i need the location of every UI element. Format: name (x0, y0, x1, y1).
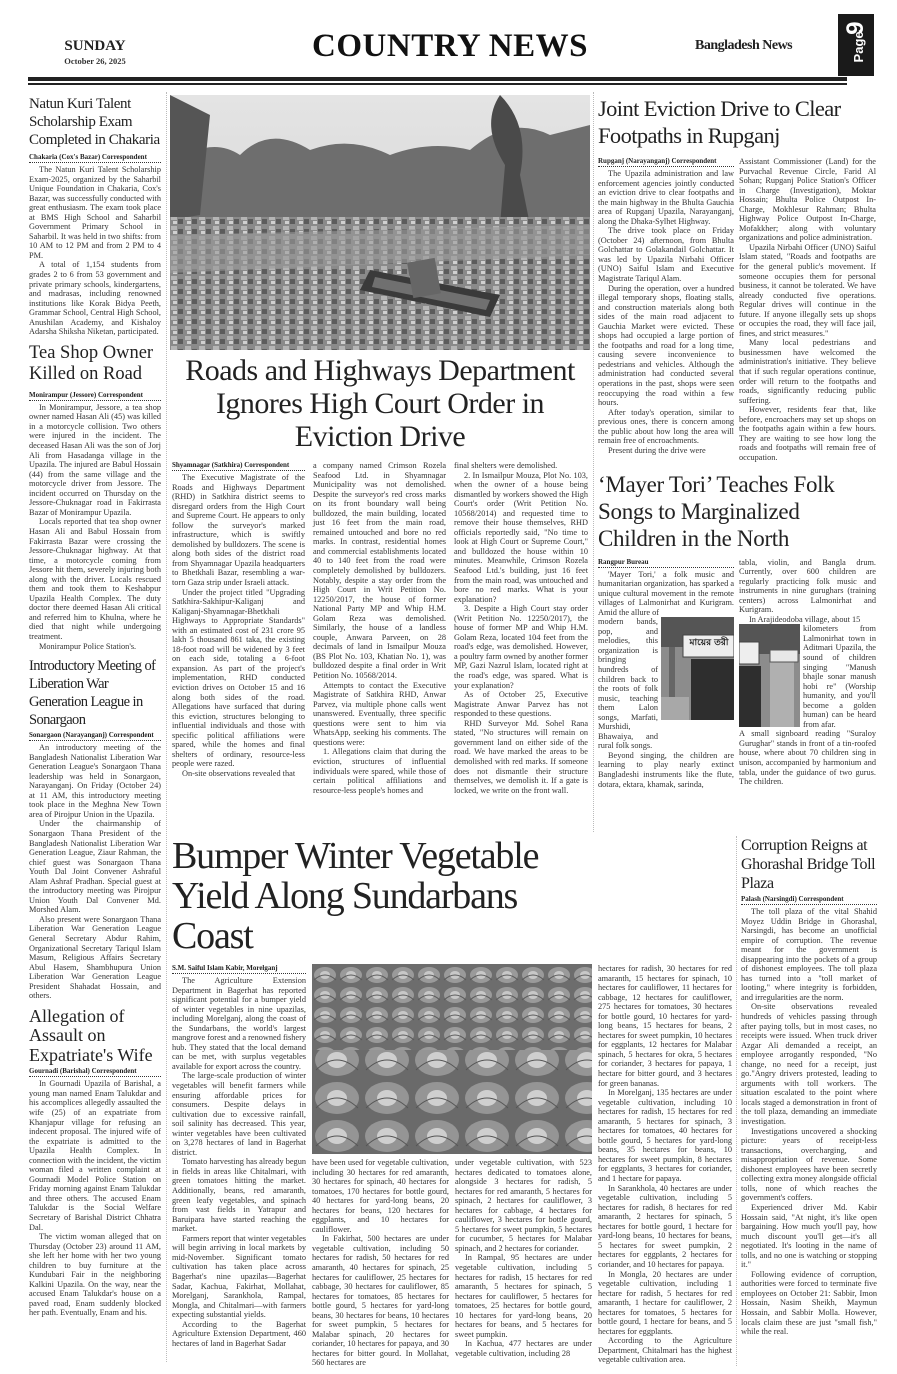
byline: Chakaria (Cox's Bazar) Correspondent (29, 153, 161, 163)
article-vegetable (172, 836, 732, 1368)
article-vegetable-col2 (312, 1158, 449, 1368)
signboard-text: মায়ের তরী (689, 638, 729, 649)
masthead-date: October 26, 2025 (64, 56, 126, 66)
paragraph: On-site observations revealed hundreds of vehicles passing through after paying tolls, but in most cases, no receipts were issued. When truck driver Azgar Ali demanded a receipt, an employee arrogantly responded, "No change, no need for a receipt, just go."Angry drivers protested, leading to arguments with toll workers. The situation escalated to the point where locals staged a demonstration in front of the toll plaza, demanding an immediate investigation. (741, 1002, 877, 1127)
paragraph: tabla, violin, and Bangla drum. Currently, over 600 children are regularly practicing folk music and instruments in nine gurughars (training centers) across Lalmonirhat and Kurigram. (739, 557, 876, 615)
paragraph: Locals reported that tea shop owner Hasan Ali and Babul Hossain from Fakirrasta Bazar were crossing the Jessore-Chuknagar highway. At that time, a motorcycle coming from Jessore hit them, severely injuring both along with the driver. Locals rescued them and took them to Keshabpur Upazila Health Complex. The duty doctor there deemed Hasan Ali critical and referred him to Khulna, where he died that night while undergoing treatment. (29, 517, 161, 641)
byline: Shyamnagar (Satkhira) Correspondent (172, 461, 305, 471)
article-vegetable-col1 (172, 964, 306, 1348)
paragraph: An introductory meeting of the Bangladesh Nationalist Liberation War Generation League's Sonargaon Thana leadership was held in Sonargaon, Narayanganj. On Friday (October 24) at 11 AM, this introductory meeting took place in the Meghna New Town area of Pirojpur Union in the Upazila. (29, 743, 161, 819)
article-mayertori (598, 471, 876, 790)
article-mayertori-col2 (739, 558, 876, 787)
mayertori-wrap-block-right (739, 624, 876, 729)
paragraph: 2. In Ismailpur Mouza, Plot No. 103, when the owner of a house being dismantled by workers showed the High Court's order (Writ Petition No. 10568/2014) and requested time to remove their house themselves, RHD officials reportedly said, "No time to look at High Court or Supreme Court," and bulldozed the house within 10 minutes. Meanwhile, Crimson Rozela Seafood Ltd.'s building, just 16 feet from the main road, was untouched and bore no red marks. What is your explanation? (454, 470, 588, 604)
article-rhd-col1 (172, 461, 305, 779)
column-divider (166, 92, 167, 1362)
article-body (598, 169, 734, 455)
headline: Allegation of Assault on Expatriate's Wife (29, 1005, 153, 1065)
paragraph: According to the Bagerhat Agriculture Extension Department, 460 hectares of land in Bagerhat Sadar (172, 1319, 306, 1348)
vegetable-middle (312, 964, 592, 1368)
article-rupganj-col1 (598, 157, 734, 455)
article-gournadi (29, 1007, 161, 1318)
page-label: Page (851, 31, 866, 63)
byline: Rupganj (Narayanganj) Correspondent (598, 157, 734, 167)
right-top-column (598, 95, 876, 789)
headline: Introductory Meeting of Liberation War Generation League in Sonargaon (29, 658, 156, 729)
byline: S.M. Saiful Islam Kabir, Morelganj (172, 964, 306, 974)
paragraph: modern bands, pop, and melodies, this organization is bringing hundreds of children back to the roots of folk music, teaching them Lalon songs, Marfati, Murshidi, Bhawaiya, and rural folk songs. (598, 617, 658, 751)
article-body (29, 743, 161, 1001)
rubble-photo-illustration (170, 95, 590, 350)
paragraph: Tomato harvesting has already begun in fields in areas like Chitalmari, with green tomatoes hitting the market. Additionally, beans, red amaranth, green leafy vegetables, and spinach from vast fields in Yatrapur and Baruipara have started reaching the market. (172, 1157, 306, 1234)
paragraph: According to the Agriculture Department, Chitalmari has the highest vegetable cultivation area. (598, 1336, 732, 1365)
cabbage-photo-illustration (312, 964, 592, 1154)
masthead-rule-thin (28, 83, 847, 85)
mayertori-wrap-block (598, 617, 734, 751)
paragraph: In Rampal, 95 hectares are under vegetable cultivation, including 5 hectares for radish, 15 hectares for red amaranth, 5 hectares for spinach, 5 hectares for cauliflower, 5 hectares for tomatoes, 25 hectares for bottle gourd, 10 hectares for yard-long beans, 20 hectares for beans, and 5 hectares for sweet pumpkin. (455, 1253, 592, 1339)
paragraph: a company named Crimson Rozela Seafood Ltd. in Shyamnagar Municipality was not demolished. Despite the surveyor's red cross marks on its front boundary wall being bulldozed, the main building, located just 16 feet from the main road, remained untouched and bore no red marks. In contrast, residential homes and commercial establishments located 40 to 140 feet from the road were completely demolished by bulldozers. Notably, despite a stay order from the High Court in Writ Petition No. 12250/2017, the house of former National Party MP and Whip H.M. Golam Reza was demolished. Similarly, the house of a landless couple, Anwara Parveen, on 28 decimals of land in Ismailpur Mouza (BS Plot No. 103, Khatian No. 1), was bulldozed despite a final order in Writ Petition No. 10568/2014. (313, 461, 446, 681)
paragraph: In Kachua, 477 hectares are under vegetable cultivation, including 28 (455, 1339, 592, 1358)
paragraph: The Natun Kuri Talent Scholarship Exam-2025, organized by the Saharbil Unique Foundation in Chakaria, Cox's Bazar, was successfully conducted with great enthusiasm. The exam took place at BMS High School and Saharbil Government Primary School in Saharbil. It was held in two shifts: from 10 AM to 12 PM and from 2 PM to 4 PM. (29, 165, 161, 260)
masthead-rule-thick (28, 77, 847, 81)
paragraph: Farmers report that winter vegetables will begin arriving in local markets by mid-November. Significant tomato cultivation has taken place across Bagerhat's nine upazilas—Bagerhat Sadar, Kachua, Fakirhat, Mollahat, Morelganj, Sarankhola, Rampal, Mongla, and Chitalmari—with farmers expecting substantial yields. (172, 1233, 306, 1320)
paragraph: The toll plaza of the vital Shahid Moyez Uddin Bridge in Ghorashal, Narsingdi, has become an unofficial empire of corruption. The revenue meant for the government is disappearing into the pockets of a group of dishonest employees. The toll plaza has turned into a "toll market of looting," where integrity is forbidden, and irregularities are the norm. (741, 907, 877, 1002)
eviction-rubble-photo (170, 95, 590, 350)
paragraph: However, residents fear that, like before, encroachers may set up shops on the footpaths again within a few hours. They are waiting to see how long the roads and footpaths will remain free of occupation. (739, 405, 876, 462)
article-sonargaon (29, 657, 161, 1001)
column-divider (593, 92, 594, 832)
paragraph: Investigations uncovered a shocking picture: years of receipt-less transactions, overcharging, and misappropriation of revenue. Some dishonest employees have been secretly collecting extra money alongside official tolls, none of which reaches the government's coffers. (741, 1126, 877, 1203)
article-body (598, 964, 732, 1365)
article-body (739, 558, 876, 787)
paragraph: In Monirampur, Jessore, a tea shop owner named Hasan Ali (45) was killed in a motorcycle collision. Two others were injured in the incident. The deceased Hasan Ali was the son of Jorj Ali from Hasadanga village in the Upazila. The injured are Babul Hossain (44) from the same village and the motorcycle driver from Jessore. The incident occurred on Thursday on the Jessore-Chuknagar road in Fakirrasta Bazar of Monirampur Upazila. (29, 402, 161, 517)
rupganj-columns (598, 157, 876, 463)
article-body (741, 907, 877, 1337)
paragraph: have been used for vegetable cultivation, including 30 hectares for red amaranth, 30 hectares for spinach, 40 hectares for tomatoes, 170 hectares for bottle gourd, 40 hectares for yard-long beans, 20 hectares for beans, 120 hectares for eggplants, and 10 hectares for cauliflower. (312, 1158, 449, 1234)
mayer-tori-gate-photo-right (739, 624, 800, 727)
paragraph: The Agriculture Extension Department in Bagerhat has reported significant potential for a bumper yield of winter vegetables in nine upazilas, including Morelganj, along the coast of the Sundarbans, the world's largest mangrove forest and a renowned fishery hub. They stated that the local demand can be met, with surplus vegetables available for export across the country. (172, 976, 306, 1071)
paragraph: After today's operation, similar to previous ones, there is concern among the public about how long the area will remain free of encroachments. (598, 407, 734, 446)
article-chakaria (29, 95, 161, 337)
paragraph: Upazila Nirbahi Officer (UNO) Saiful Islam stated, "Roads and footpaths are for the general public's movement. If someone occupies them for personal business, it cannot be tolerated. We have already conducted five operations. Regular drives will continue in the future. If anyone illegally sets up shops or occupies the road, they will face jail, fines, and strict measures." (739, 242, 876, 338)
byline: Palash (Narsingdi) Correspondent (741, 895, 877, 905)
section-title: COUNTRY NEWS (312, 28, 588, 64)
article-ghorashal (741, 836, 877, 1337)
page-number: 9 (842, 21, 869, 35)
article-rupganj (598, 95, 876, 463)
byline: Sonargaon (Narayanganj) Correspondent (29, 731, 161, 741)
masthead-day: SUNDAY (64, 38, 126, 54)
paragraph: Present during the drive were (608, 445, 706, 455)
page-tab-text (842, 22, 870, 69)
headline: Corruption Reigns at Ghorashal Bridge Toll Plaza (741, 837, 876, 892)
article-rhd (172, 354, 588, 795)
paragraph: Experienced driver Md. Kabir Hossain said, "At night, it's like open bargaining. How much you'll pay, how much discount you'll get—it's all negotiated. It's looting in the name of tolls, and no one is watching or stopping it." (741, 1202, 877, 1270)
paragraph: Following evidence of corruption, authorities were forced to terminate five employees on October 21: Sabbir, Imon Hossain, Nasim Sheikh, Maymun Hossain, and Sabbir Molla. However, locals claim these are just "small fish," while the real. (741, 1269, 877, 1337)
article-body (29, 165, 161, 337)
paragraph: On-site observations revealed that (182, 768, 296, 778)
vegetable-columns (172, 964, 732, 1368)
paragraph: 'Mayer Tori,' a folk music and humanitarian organization, has sparked a unique cultural movement in the remote villages of Lalmonirhat and Kurigram. Amid the allure of (598, 569, 735, 617)
paragraph: The Upazila administration and law enforcement agencies jointly conducted an eviction drive to clear footpaths and the main highway in the Bhulta Gauchia area of Rupganj Upazila, Narayanganj, along the Dhaka-Sylhet Highway. (598, 169, 734, 226)
article-body (29, 403, 161, 651)
article-rhd-col2 (313, 461, 446, 795)
paragraph: In Gournadi Upazila of Barishal, a young man named Enam Talukdar and his accomplices allegedly assaulted the wife (25) of an expatriate from Khanjapur village for refusing an indecent proposal. The injured wife of the expatriate is admitted to the Upazila Health Complex. In connection with the incident, the victim woman filed a written complaint at Gournadi Model Police Station on Friday morning against Enam Talukdar and three others. The accused Enam Talukdar is the Social Welfare Secretary of Barishal District Chhatra Dal. (29, 1079, 161, 1232)
paragraph: 1. Allegations claim that during the eviction, structures of influential individuals were spared, while those of certain political affiliations and resource-less people's homes and (313, 747, 446, 795)
paragraph: Under the project titled "Upgrading Satkhira-Sakhipur-Kaliganj and Kaliganj-Shyamnagar-Bhetkhali Highways to Appropriate Standards" with an estimated cost of 231 crore 95 lakh 5 thousand 861 taka, the existing 18-foot road will be widened by 3 feet on each side, totaling a 6-foot expansion. As part of the project's implementation, RHD conducted eviction drives on October 15 and 16 along both sides of the road. Allegations have surfaced that during this eviction, structures belonging to influential individuals and those with specific political affiliations were spared, while the homes and final shelters of ordinary, resource-less people were razed. (172, 587, 305, 769)
headline: Natun Kuri Talent Scholarship Exam Completed in Chakaria (29, 96, 160, 148)
paragraph: In Fakirhat, 500 hectares are under vegetable cultivation, including 50 hectares for radish, 50 hectares for red amaranth, 40 hectares for spinach, 25 hectares for cauliflower, 25 hectares for cabbage, 30 hectares for cauliflower, 85 hectares for tomatoes, 85 hectares for bottle gourd, 5 hectares for yard-long beans, 30 hectares for beans, 10 hectares for sweet pumpkin, 5 hectares for Malabar spinach, 20 hectares for coriander, 10 hectares for papaya, and 30 hectares for bitter gourd. In Mollahat, 560 hectares are (312, 1234, 449, 1368)
byline: Monirampur (Jessore) Correspondent (29, 391, 161, 401)
paragraph: In Sarankhola, 40 hectares are under vegetable cultivation, including 5 hectares for radish, 8 hectares for red amaranth, 2 hectares for spinach, 5 hectares for bottle gourd, 1 hectare for yard-long beans, 10 hectares for beans, 5 hectares for sweet pumpkin, 2 hectares for eggplants, 2 hectares for coriander, and 10 hectares for papaya. (598, 1183, 732, 1269)
paragraph: 3. Despite a High Court stay order (Writ Petition No. 12250/2017), the house of former MP and Whip H.M. Golam Reza, located 104 feet from the road's edge, was demolished. However, a poultry farm owned by another former MP, Gazi Nazrul Islam, located right at the road's edge, was spared. What is your explanation? (454, 604, 588, 690)
paragraph: The victim woman alleged that on Thursday (October 23) around 11 AM, she left her home with her two young children to buy furniture at the Kundubari Fair in the neighboring Kalkini Upazila. On the way, near the accused Enam Talukdar's house on a paved road, Enam suddenly blocked her path. Eventually, Enam and his. (29, 1232, 161, 1318)
article-body (454, 461, 588, 795)
article-body (172, 976, 306, 1348)
paragraph: The large-scale production of winter vegetables will benefit farmers while ensuring affordable prices for consumers. Despite delays in cultivation due to excessive rainfall, soil salinity has decreased. This year, winter vegetables have been cultivated on 3,278 hectares of land in Bagerhat district. (172, 1071, 306, 1157)
paragraph: Attempts to contact the Executive Magistrate of Satkhira RHD, Anwar Parvez, via multiple phone calls went unanswered. Eventually, three specific questions were sent to him via WhatsApp, seeking his comments. The questions were: (313, 680, 446, 747)
article-body (455, 1158, 592, 1358)
headline-mayer-tori: ‘Mayer Tori’ Teaches Folk Songs to Marginalized Children in the North (598, 471, 835, 551)
article-body (739, 157, 876, 463)
vegetable-lower-columns (312, 1158, 592, 1368)
article-teashop (29, 343, 161, 651)
headline-rhd: Roads and Highways Department Ignores High Court Order in Eviction Drive (185, 354, 575, 453)
column-divider (736, 836, 737, 1366)
gate-photo-illustration-left (661, 617, 734, 720)
paragraph: Beyond singing, the children are learning to play nearly extinct Bangladeshi instruments like the flute, dotara, ektara, khamak, sarinda, (598, 750, 734, 789)
paragraph: Assistant Commissioner (Land) for the Purvachal Revenue Circle, Farid Al Sohan; Rupganj Police Station's Officer in Charge (Investigation), Moktar Hossain; Bhulta Police Outpost In-Charge, Mokhlesur Rahman; Bhulta Highway Police Outpost In-Charge, Mofakkher; along with voluntary organizations and police administration. (739, 157, 876, 243)
cabbage-field-photo (312, 964, 592, 1154)
article-body (312, 1158, 449, 1368)
paragraph: In Morelganj, 135 hectares are under vegetable cultivation, including 10 hectares for radish, 15 hectares for red amaranth, 5 hectares for spinach, 3 hectares for tomatoes, 40 hectares for bottle gourd, 5 hectares for yard-long beans, 35 hectares for beans, 10 hectares for sweet pumpkin, 8 hectares for eggplants, 3 hectares for coriander, and 1 hectare for papaya. (598, 1088, 732, 1184)
publication-name: Bangladesh News (695, 38, 793, 53)
paragraph: Under the chairmanship of Sonargaon Thana President of the Bangladesh Nationalist Liberation War Generation League, Ziaur Rahman, the chief guest was Sonargaon Thana Youth Dal Joint Convener Ashraful Alam Ashraf Pradhan. Special guest at the introductory meeting was Pirojpur Union Youth Dal Convener Md. Morshed Alam. (29, 819, 161, 915)
byline: Rangpur Bureau (598, 558, 734, 568)
paragraph: Monirampur Police Station's. (39, 641, 137, 651)
headline: Tea Shop Owner Killed on Road (29, 342, 154, 384)
article-body (172, 473, 305, 779)
paragraph: RHD Surveyor Md. Sohel Rana stated, "No structures will remain on government land on either side of the road. We have marked the areas to be demolished with red marks. If someone does not dismantle their structure themselves, we demolish it. If a gate is locked, we write on the front wall. (454, 718, 588, 795)
headline-vegetable: Bumper Winter Vegetable Yield Along Sundarbans Coast (172, 835, 539, 957)
left-column (29, 95, 161, 1318)
paragraph: final shelters were demolished. (454, 461, 558, 470)
article-vegetable-col3 (455, 1158, 592, 1358)
paragraph: Also present were Sonargaon Thana Liberation War Generation League General Secretary Abdur Rahim, Organizational Secretary Tariqul Islam Masum, Religious Affairs Secretary Abul Hasem, Shambhupura Union Liberation War Generation League President Shahadat Hossain, and others. (29, 914, 161, 1001)
byline: Gournadi (Barishal) Correspondent (29, 1067, 161, 1077)
paragraph: A small signboard reading "Suraloy Gurughar" stands in front of a tin-roofed house, where about 70 children sing in unison, accompanied by harmonium and tabla, under the guidance of two gurus. The children. (739, 729, 876, 787)
paragraph: In Mongla, 20 hectares are under vegetable cultivation, including 1 hectare for radish, 5 hectares for red amaranth, 1 hectare for cauliflower, 2 hectares for tomatoes, 5 hectares for bottle gourd, 1 hectare for beans, and 5 hectares for eggplants. (598, 1269, 732, 1336)
rhd-columns (172, 461, 588, 795)
mayertori-columns (598, 558, 876, 790)
page-number-tab (838, 14, 874, 76)
article-rupganj-col2 (739, 157, 876, 463)
headline-rupganj: Joint Eviction Drive to Clear Footpaths in Rupganj (598, 96, 841, 148)
article-body (313, 461, 446, 795)
article-vegetable-col4 (598, 964, 732, 1365)
paragraph: under vegetable cultivation, with 523 hectares dedicated to tomatoes alone, alongside 3 hectares for radish, 5 hectares for red amaranth, 5 hectares for spinach, 2 hectares for cauliflower, 3 hectares for cabbage, 4 hectares for cauliflower, 3 hectares for bottle gourd, 5 hectares for sweet pumpkin, 5 hectares for cucumber, 5 hectares for Malabar spinach, and 2 hectares for coriander. (455, 1158, 592, 1253)
article-body (598, 570, 734, 790)
mayer-tori-gate-photo (661, 617, 734, 720)
gate-photo-illustration-right (739, 624, 800, 727)
paragraph: The drive took place on Friday (October 24) afternoon, from Bhulta Golchattar to Golakandail Golchattar. It was led by Upazila Nirbahi Officer (UNO) Saiful Islam and Executive Magistrate Tariqul Alam. (598, 226, 734, 284)
paragraph: The Executive Magistrate of the Roads and Highways Department (RHD) in Satkhira district seems to disregard orders from the High Court and Supreme Court. He appears to only follow the surveyor's marked infrastructure, which is swiftly demolished by bulldozers. The scene is along both sides of the district road from Shyamnagar Upazila headquarters to Bhetkhali Bazar, resembling a war-torn Gaza strip under Israeli attack. (172, 473, 305, 588)
paragraph: Many local pedestrians and businessmen have welcomed the administration's initiative. They believe that if such regular operations continue, order will return to the footpaths and roads, significantly reducing public suffering. (739, 338, 876, 405)
paragraph: As of October 25, Executive Magistrate Anwar Parvez has not responded to these questions. (454, 690, 588, 719)
paragraph: hectares for radish, 30 hectares for red amaranth, 15 hectares for spinach, 10 hectares for cauliflower, 11 hectares for cabbage, 12 hectares for cauliflower, 275 hectares for tomatoes, 30 hectares for bottle gourd, 10 hectares for yard-long beans, 15 hectares for beans, 2 hectares for sweet pumpkin, 10 hectares for eggplants, 12 hectares for Malabar spinach, 5 hectares for okra, 5 hectares for coriander, 3 hectares for papaya, 1 hectare for bitter gourd, and 3 hectares for green bananas. (598, 964, 732, 1088)
paragraph: In Arajideodoba village, about 15 (749, 614, 861, 624)
article-mayertori-col1 (598, 558, 734, 790)
paragraph: kilometers from Lalmonirhat town in Aditmari Upazila, the sound of children singing "Manush bhajle sonar manush hobi re" (Worship humanity, and you'll become a golden human) can be heard from afar. (803, 624, 876, 729)
article-body (29, 1079, 161, 1318)
paragraph: During the operation, over a hundred illegal temporary shops, floating stalls, and construction materials along both sides of the main road adjacent to Gauchia Market were evicted. These shops had occupied a large portion of the footpaths and road for a long time, causing severe inconvenience to pedestrians and vehicles. Although the administration had conducted several operations in the past, shops were seen reoccupying the road within a few hours. (598, 283, 734, 408)
paragraph: A total of 1,154 students from grades 2 to 6 from 53 government and private primary schools, kindergartens, and madrasas, including renowned institutions like Korak Bidya Peeth, Grammar School, Central High School, Anushilan Academy, and Kishaloy Adarsha Shiksha Niketan, participated. (29, 260, 161, 337)
article-rhd-col3 (454, 461, 588, 795)
